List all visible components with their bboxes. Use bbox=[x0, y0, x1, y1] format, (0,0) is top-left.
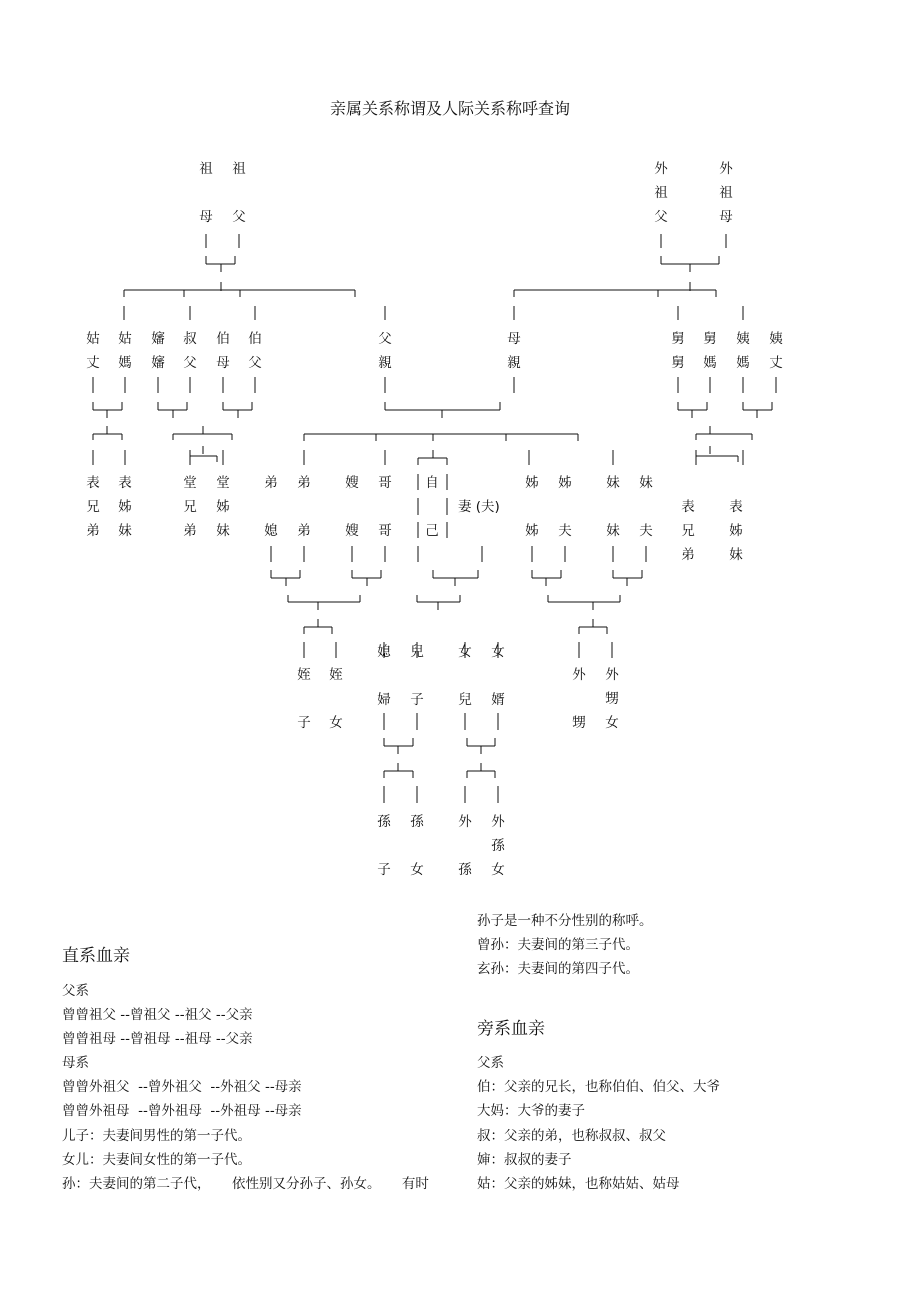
tree-label-wai-sheng-nv: 女 bbox=[605, 715, 619, 731]
tree-label-wai-sun: 外 bbox=[458, 814, 472, 830]
lineal-heading: 直系血亲 bbox=[62, 946, 130, 966]
tree-label-shen: 嬸 bbox=[151, 355, 165, 371]
tree-label-nv-xu: 女 bbox=[491, 644, 505, 660]
tree-label-tang-zi-mei: 堂 bbox=[216, 475, 230, 491]
tree-label-yi-ma: 姨 bbox=[736, 331, 750, 347]
text-line: 儿子：夫妻间男性的第一子代。 bbox=[62, 1128, 251, 1144]
tree-label-bo-mu: 伯 bbox=[216, 331, 230, 347]
tree-label-zu-mu: 母 bbox=[199, 209, 213, 225]
tree-label-wai-zu-fu: 父 bbox=[654, 209, 668, 225]
tree-label-r-biao-xiong-di: 兄 bbox=[681, 523, 695, 539]
text-line: 母系 bbox=[62, 1055, 89, 1071]
text-line: 父系 bbox=[477, 1055, 504, 1071]
tree-label-di-di: 媳 bbox=[264, 523, 278, 539]
tree-label-fu-qin: 父 bbox=[378, 331, 392, 347]
text-line: 曾曾外祖父 --曾外祖父 --外祖父 --母亲 bbox=[62, 1079, 302, 1095]
tree-label-sun-zi: 孫 bbox=[377, 814, 391, 830]
tree-label-wai-zu-fu: 外 bbox=[654, 161, 668, 177]
tree-label-mei-mei: 妹 bbox=[606, 523, 620, 539]
tree-label-bo-mu: 母 bbox=[216, 355, 230, 371]
tree-label-shen: 嬸 bbox=[151, 331, 165, 347]
tree-label-biao-zi-mei: 姊 bbox=[118, 499, 132, 515]
tree-label-xi-fu: 媳 bbox=[377, 644, 391, 660]
tree-label-r-biao-zi-mei: 表 bbox=[729, 499, 743, 515]
tree-label-biao-xiong-di: 弟 bbox=[86, 523, 100, 539]
tree-label-wai-sun-nv: 外 bbox=[491, 814, 505, 830]
tree-label-zhi-nv: 女 bbox=[329, 715, 343, 731]
collateral-heading: 旁系血亲 bbox=[477, 1019, 545, 1039]
tree-label-jiu-jiu: 舅 bbox=[671, 355, 685, 371]
tree-label-r-biao-zi-mei: 妹 bbox=[729, 547, 743, 563]
tree-label-tang-zi-mei: 姊 bbox=[216, 499, 230, 515]
text-line: 孙：夫妻间的第二子代， 依性别又分孙子、孙女。 有时 bbox=[62, 1176, 429, 1192]
tree-label-xi-fu: 婦 bbox=[377, 692, 391, 708]
text-line: 大妈：大爷的妻子 bbox=[477, 1103, 585, 1119]
tree-labels bbox=[86, 161, 783, 878]
tree-label-gu-zhang: 姑 bbox=[86, 331, 100, 347]
text-line: 叔：父亲的弟，也称叔叔、叔父 bbox=[477, 1128, 666, 1144]
tree-label-gu-ma: 媽 bbox=[118, 355, 132, 371]
tree-label-zi-fu: 姊 bbox=[558, 475, 572, 491]
tree-label-wai-sheng: 甥 bbox=[572, 715, 586, 731]
text-line: 伯：父亲的兄长，也称伯伯、伯父、大爷 bbox=[477, 1079, 720, 1095]
tree-label-biao-xiong-di: 表 bbox=[86, 475, 100, 491]
page-title: 亲属关系称谓及人际关系称呼查询 bbox=[329, 99, 570, 118]
tree-label-tang-xiong-di: 兄 bbox=[183, 499, 197, 515]
tree-label-sun-nv: 孫 bbox=[410, 814, 424, 830]
text-line: 姑：父亲的姊妹，也称姑姑、姑母 bbox=[477, 1176, 680, 1192]
tree-label-ge-ge: 哥 bbox=[378, 475, 392, 491]
tree-label-biao-xiong-di: 兄 bbox=[86, 499, 100, 515]
tree-label-nv-xu: 婿 bbox=[491, 692, 505, 708]
tree-label-wai-sun-nv: 孫 bbox=[491, 838, 505, 854]
tree-label-yi-ma: 媽 bbox=[736, 355, 750, 371]
tree-label-wai-sun-nv: 女 bbox=[491, 862, 505, 878]
tree-label-nv-er: 女 bbox=[458, 644, 472, 660]
tree-label-tang-xiong-di: 堂 bbox=[183, 475, 197, 491]
tree-label-jiu-ma: 媽 bbox=[703, 355, 717, 371]
text-line: 父系 bbox=[62, 983, 89, 999]
tree-label-zi-zi: 姊 bbox=[525, 475, 539, 491]
tree-label-zhi-zi: 姪 bbox=[297, 667, 311, 683]
tree-label-tang-xiong-di: 弟 bbox=[183, 523, 197, 539]
tree-label-mei-fu: 妹 bbox=[639, 475, 653, 491]
tree-label-bo-fu: 伯 bbox=[248, 331, 262, 347]
tree-label-zi-fu: 夫 bbox=[558, 523, 572, 539]
tree-label-biao-zi-mei: 妹 bbox=[118, 523, 132, 539]
tree-label-gu-zhang: 丈 bbox=[86, 355, 100, 371]
text-line: 女儿：夫妻间女性的第一子代。 bbox=[62, 1152, 251, 1168]
tree-label-er-zi: 子 bbox=[410, 692, 424, 708]
tree-label-mei-fu: 夫 bbox=[639, 523, 653, 539]
tree-label-fu-qin: 親 bbox=[378, 355, 392, 371]
tree-label-yi-zhang: 姨 bbox=[769, 331, 783, 347]
tree-label-mei-mei: 妹 bbox=[606, 475, 620, 491]
tree-label-wai-sun: 孫 bbox=[458, 862, 472, 878]
tree-label-sao-sao: 嫂 bbox=[345, 475, 359, 491]
tree-label-wai-zu-mu: 祖 bbox=[719, 185, 733, 201]
tree-label-tang-zi-mei: 妹 bbox=[216, 523, 230, 539]
tree-label-di-xi: 弟 bbox=[297, 475, 311, 491]
tree-label-bo-fu: 父 bbox=[248, 355, 262, 371]
tree-label-r-biao-zi-mei: 姊 bbox=[729, 523, 743, 539]
tree-label-di-di: 弟 bbox=[264, 475, 278, 491]
tree-label-zu-fu: 祖 bbox=[232, 161, 246, 177]
text-line: 曾曾祖母 --曾祖母 --祖母 --父亲 bbox=[62, 1031, 253, 1047]
tree-label-mu-qin: 親 bbox=[507, 355, 521, 371]
tree-label-sao-sao: 嫂 bbox=[345, 523, 359, 539]
tree-label-zi-zi: 姊 bbox=[525, 523, 539, 539]
tree-label-wai-sheng-nv: 外 bbox=[605, 667, 619, 683]
tree-label-zhi-zi: 子 bbox=[297, 715, 311, 731]
tree-label-gu-ma: 姑 bbox=[118, 331, 132, 347]
tree-label-wai-sheng-nv: 甥 bbox=[605, 691, 619, 707]
tree-label-r-biao-xiong-di: 弟 bbox=[681, 547, 695, 563]
text-line: 孙子是一种不分性别的称呼。 bbox=[477, 913, 653, 929]
text-line: 曾孙：夫妻间的第三子代。 bbox=[477, 937, 639, 953]
text-line: 玄孙：夫妻间的第四子代。 bbox=[477, 961, 639, 977]
tree-label-mu-qin: 母 bbox=[507, 331, 521, 347]
tree-label-shu-fu: 叔 bbox=[183, 331, 197, 347]
tree-label-di-xi: 弟 bbox=[297, 523, 311, 539]
tree-label-jiu-jiu: 舅 bbox=[671, 331, 685, 347]
tree-label-nv-er: 兒 bbox=[458, 692, 472, 708]
tree-label-zu-fu: 父 bbox=[232, 209, 246, 225]
tree-label-biao-zi-mei: 表 bbox=[118, 475, 132, 491]
tree-label-sun-zi: 子 bbox=[377, 862, 391, 878]
tree-label-zu-mu: 祖 bbox=[199, 161, 213, 177]
tree-label-zhi-nv: 姪 bbox=[329, 667, 343, 683]
tree-label-sun-nv: 女 bbox=[410, 862, 424, 878]
tree-connector-lines bbox=[93, 234, 776, 803]
tree-label-qi-fu: 妻 (夫) bbox=[458, 499, 500, 515]
tree-label-r-biao-xiong-di: 表 bbox=[681, 499, 695, 515]
tree-label-wai-zu-mu: 外 bbox=[719, 161, 733, 177]
tree-label-zi-ji: 己 bbox=[425, 523, 439, 539]
tree-label-zi-ji: 自 bbox=[425, 475, 439, 491]
tree-label-yi-zhang: 丈 bbox=[769, 355, 783, 371]
tree-label-wai-zu-mu: 母 bbox=[719, 209, 733, 225]
text-line: 曾曾外祖母 --曾外祖母 --外祖母 --母亲 bbox=[62, 1103, 302, 1119]
tree-label-jiu-ma: 舅 bbox=[703, 331, 717, 347]
tree-label-er-zi: 兒 bbox=[410, 644, 424, 660]
tree-label-wai-zu-fu: 祖 bbox=[654, 185, 668, 201]
text-line: 曾曾祖父 --曾祖父 --祖父 --父亲 bbox=[62, 1007, 253, 1023]
text-line: 婶：叔叔的妻子 bbox=[477, 1152, 572, 1168]
tree-label-shu-fu: 父 bbox=[183, 355, 197, 371]
tree-label-wai-sheng: 外 bbox=[572, 667, 586, 683]
tree-label-ge-ge: 哥 bbox=[378, 523, 392, 539]
